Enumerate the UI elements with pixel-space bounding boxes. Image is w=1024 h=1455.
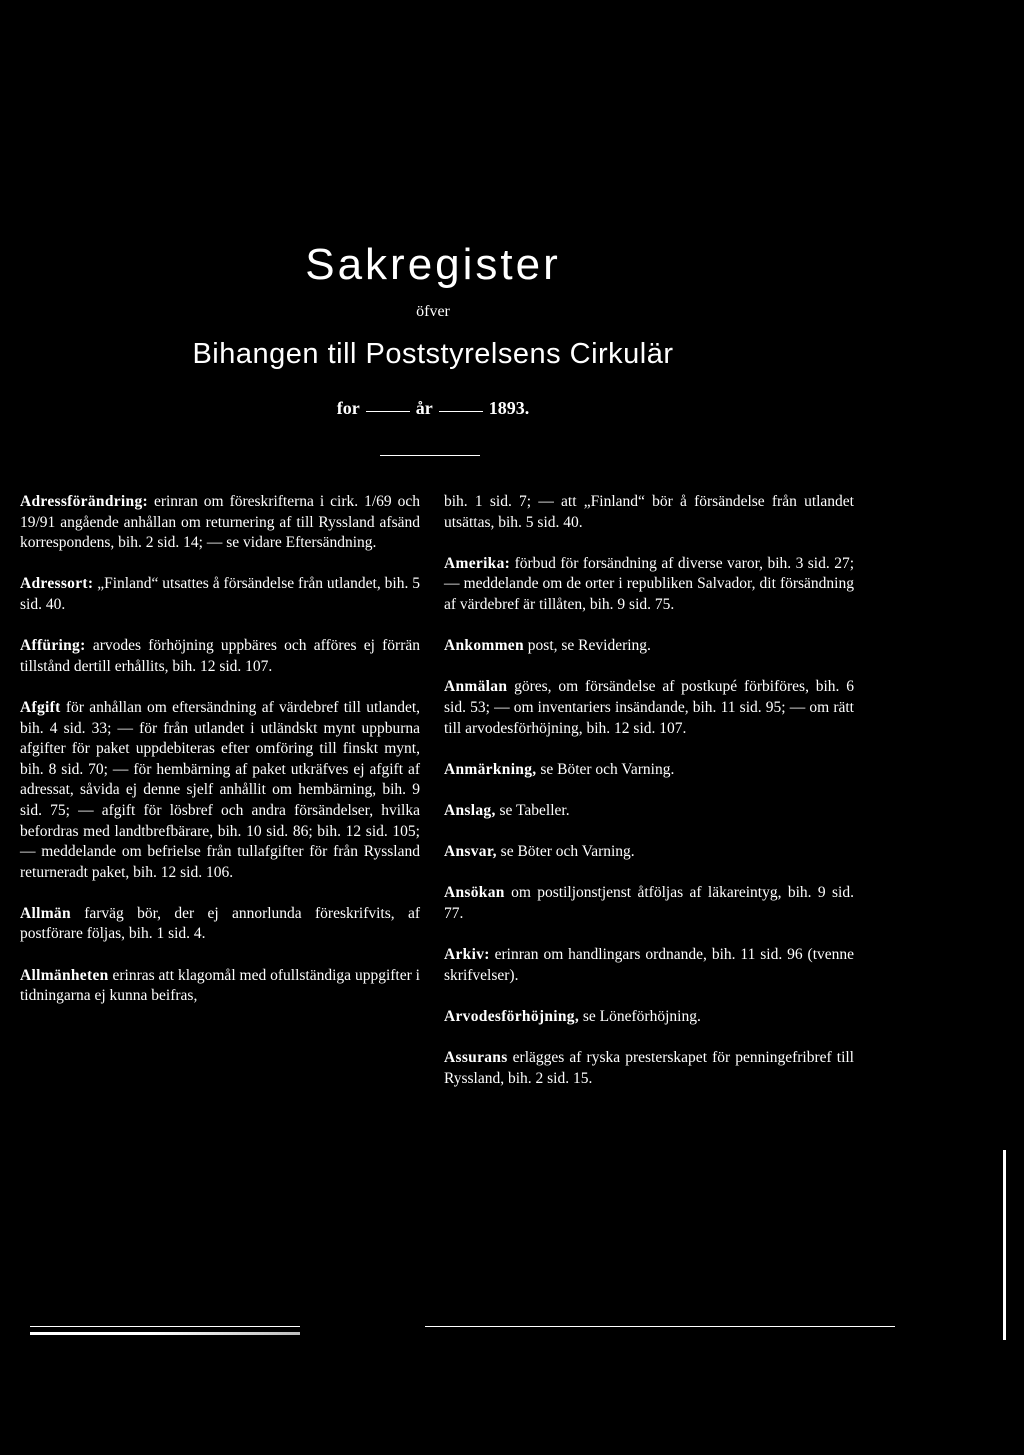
entry-heading: Allmän bbox=[20, 904, 71, 922]
register-entry bbox=[444, 677, 854, 739]
entry-heading: Amerika: bbox=[444, 554, 511, 572]
year-blank-2 bbox=[439, 411, 483, 412]
footer-rule-left bbox=[30, 1332, 300, 1335]
footer-rule-right bbox=[425, 1326, 895, 1327]
entry-text: om postiljonstjenst åtföljas af läkareintyg, bih. 9 sid. 77. bbox=[444, 884, 854, 922]
footer-rule-left-thin bbox=[30, 1326, 300, 1327]
left-column bbox=[20, 492, 420, 1027]
register-entry bbox=[444, 945, 854, 986]
register-entry bbox=[20, 904, 420, 945]
entry-heading: Allmänheten bbox=[20, 966, 109, 984]
entry-heading: Ansvar, bbox=[444, 843, 497, 861]
register-entry bbox=[444, 554, 854, 616]
register-entry bbox=[20, 636, 420, 677]
entry-text: se Tabeller. bbox=[499, 801, 570, 819]
register-entry bbox=[444, 636, 854, 657]
entry-heading: Anmärkning, bbox=[444, 760, 537, 778]
entry-text: post, se Revidering. bbox=[527, 637, 651, 655]
entry-text: erlägges af ryska presterskapet för penningefribref till Ryssland, bih. 2 sid. 15. bbox=[444, 1049, 854, 1087]
register-entry bbox=[20, 492, 420, 554]
page-title: Sakregister bbox=[305, 240, 561, 289]
entry-heading: Anmälan bbox=[444, 678, 508, 696]
entry-continuation: bih. 1 sid. 7; — att „Finland“ bör å försändelse från utlandet utsättas, bih. 5 sid. 40. bbox=[444, 493, 854, 531]
register-entry bbox=[444, 883, 854, 924]
entry-heading: Anslag, bbox=[444, 801, 496, 819]
page-edge-bar bbox=[1003, 1150, 1006, 1340]
register-entry bbox=[20, 966, 420, 1007]
entry-text: för anhållan om eftersändning af värdebref till utlandet, bih. 4 sid. 33; — för från utlandet i utländskt mynt uppburna afgifter för paket uppdebiteras efter omföring till finskt mynt, bih. 8 sid. 70; — för hembärning af paket utkräfves ej afgift af adressat, såvida ej denne sjelf anhållit om hembärning, bih. 9 sid. 75; — afgift för lösbref och andra försändelser, hvilka befordras med landtbrefbärare, bih. 10 sid. 86; bih. 12 sid. 105; — meddelande om befrielse från tullafgifter för från Ryssland returneradt paket, bih. 12 sid. 106. bbox=[20, 698, 421, 881]
register-entry bbox=[444, 1007, 854, 1028]
entry-text: se Böter och Varning. bbox=[500, 843, 635, 861]
entry-heading: Ankommen bbox=[444, 637, 524, 655]
entry-text: göres, om försändelse af postkupé förbiföres, bih. 6 sid. 53; — om inventariers insändande, bih. 11 sid. 95; — om rätt till arvodesförhöjning, bih. 12 sid. 107. bbox=[444, 678, 854, 737]
register-entry bbox=[444, 760, 854, 781]
entry-text: förbud för forsändning af diverse varor, bih. 3 sid. 27; — meddelande om de orter i republiken Salvador, dit försändning af värdebref är tillåten, bih. 9 sid. 75. bbox=[444, 554, 854, 613]
year-value: 1893. bbox=[488, 398, 530, 418]
entry-heading: Afgift bbox=[20, 698, 61, 716]
right-column bbox=[444, 492, 854, 1110]
entry-text: se Böter och Varning. bbox=[540, 760, 675, 778]
register-entry bbox=[444, 801, 854, 822]
entry-text: erinras att klagomål med ofullständiga uppgifter i tidningarna ej kunna beifras, bbox=[20, 966, 420, 1005]
year-line bbox=[0, 398, 866, 419]
entry-heading: Arkiv: bbox=[444, 946, 490, 964]
entry-text: arvodes förhöjning uppbäres och afföres ej förrän tillstånd dertill erhållits, bih. 12 sid. 107. bbox=[20, 637, 421, 675]
title-over-word: öfver bbox=[416, 303, 450, 320]
entry-heading: Arvodesförhöjning, bbox=[444, 1007, 580, 1025]
year-blank-1 bbox=[366, 411, 410, 412]
entry-text: erinran om föreskrifterna i cirk. 1/69 och 19/91 angående anhållan om returnering af till Ryssland afsänd korrespondens, bih. 2 sid. 14; — se vidare Eftersändning. bbox=[20, 493, 420, 552]
register-entry bbox=[444, 842, 854, 863]
entry-text: erinran om handlingars ordnande, bih. 11 sid. 96 (tvenne skrifvelser). bbox=[444, 946, 855, 984]
entry-text: farväg bör, der ej annorlunda föreskrifvits, af postförare följas, bih. 1 sid. 4. bbox=[20, 904, 420, 943]
register-entry bbox=[444, 1048, 854, 1089]
entry-text: se Löneförhöjning. bbox=[582, 1007, 701, 1025]
entry-heading: Assurans bbox=[444, 1049, 508, 1067]
year-mid: år bbox=[415, 398, 433, 418]
title-rule bbox=[380, 455, 480, 456]
entry-heading: Adressförändring: bbox=[20, 493, 148, 510]
register-entry bbox=[20, 574, 420, 615]
year-prefix: for bbox=[336, 398, 360, 418]
entry-text: „Finland“ utsattes å försändelse från utlandet, bih. 5 sid. 40. bbox=[20, 575, 421, 613]
register-entry bbox=[20, 698, 420, 883]
entry-heading: Adressort: bbox=[20, 575, 94, 593]
page-subtitle: Bihangen till Poststyrelsens Cirkulär bbox=[192, 338, 674, 370]
entry-heading: Ansökan bbox=[444, 884, 505, 902]
entry-heading: Affüring: bbox=[20, 637, 86, 655]
